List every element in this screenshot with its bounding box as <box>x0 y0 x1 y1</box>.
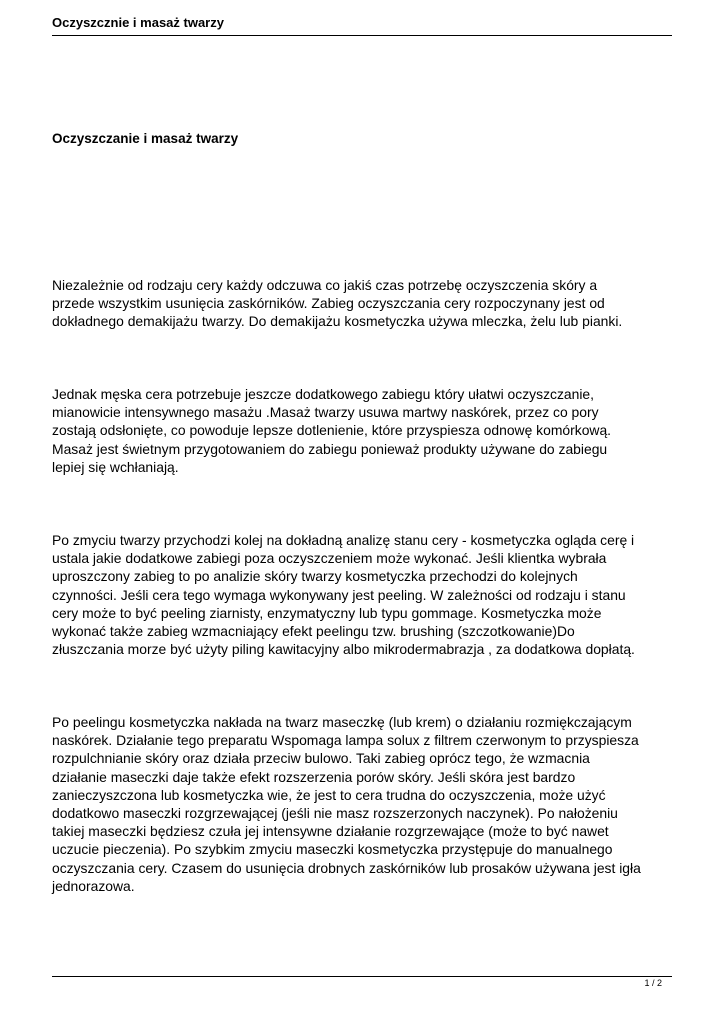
paragraph-line: takiej maseczki będziesz czuła jej intensywne działanie rozgrzewające (może to być nawet <box>52 823 609 840</box>
running-header-title: Oczyszcznie i masaż twarzy <box>52 15 224 30</box>
header-divider <box>52 35 672 36</box>
paragraph-line: ustala jakie dodatkowe zabiegi poza oczyszczeniem może wykonać. Jeśli klientka wybrała <box>52 550 607 567</box>
paragraph-4 <box>52 713 672 895</box>
paragraph-line: złuszczania morze być użyty piling kawitacyjny albo mikrodermabrazja , za dodatkowa dopłatą. <box>52 641 635 658</box>
paragraph-line: Po zmyciu twarzy przychodzi kolej na dokładną analizę stanu cery - kosmetyczka ogląda cerę i <box>52 532 635 548</box>
paragraph-line: Niezależnie od rodzaju cery każdy odczuwa co jakiś czas potrzebę oczyszczenia skóry a <box>52 277 598 293</box>
footer-divider <box>52 976 672 977</box>
paragraph-line: działanie maseczki daje także efekt rozszerzenia porów skóry. Jeśli skóra jest bardzo <box>52 768 576 785</box>
paragraph-line: zostają odsłonięte, co powoduje lepsze dotlenienie, które przyspiesza odnowę komórkową. <box>52 422 612 439</box>
paragraph-line: dodatkowo maseczki rozgrzewającej (jeśli nie masz rozszerzonych naczynek). Po nałożeniu <box>52 805 618 822</box>
paragraph-line: dokładnego demakijażu twarzy. Do demakijażu kosmetyczka używa mleczka, żelu lub pianki. <box>52 313 623 330</box>
paragraph-1 <box>52 276 672 331</box>
paragraph-line: przede wszystkim usunięcia zaskórników. Zabieg oczyszczania cery rozpoczynany jest od <box>52 295 605 312</box>
paragraph-line: jednorazowa. <box>52 877 135 894</box>
paragraph-line: uczucie pieczenia). Po szybkim zmyciu maseczki kosmetyczka przystępuje do manualnego <box>52 841 613 858</box>
paragraph-line: naskórek. Działanie tego preparatu Wspomaga lampa solux z filtrem czerwonym to przyspiesza <box>52 732 639 749</box>
paragraph-line: lepiej się wchłaniają. <box>52 458 179 475</box>
paragraph-line: Po peelingu kosmetyczka nakłada na twarz maseczkę (lub krem) o działaniu rozmiękczającym <box>52 714 632 730</box>
paragraph-line: uproszczony zabieg to po analizie skóry twarzy kosmetyczka przechodzi do kolejnych <box>52 568 578 585</box>
paragraph-3 <box>52 531 672 658</box>
paragraph-line: Jednak męska cera potrzebuje jeszcze dodatkowego zabiegu który ułatwi oczyszczanie, <box>52 386 595 402</box>
paragraph-line: zanieczyszczona lub kosmetyczka wie, że jest to cera trudna do oczyszczenia, może użyć <box>52 786 606 803</box>
paragraph-line: mianowicie intensywnego masażu .Masaż twarzy usuwa martwy naskórek, przez co pory <box>52 404 599 421</box>
paragraph-line: Masaż jest świetnym przygotowaniem do zabiegu ponieważ produkty używane do zabiegu <box>52 440 608 457</box>
paragraph-line: oczyszczania cery. Czasem do usunięcia drobnych zaskórników lub prosaków używana jest igła <box>52 859 641 876</box>
document-title: Oczyszczanie i masaż twarzy <box>52 131 239 146</box>
paragraph-line: cery może to być peeling ziarnisty, enzymatyczny lub typu gommage. Kosmetyczka może <box>52 604 602 621</box>
paragraph-2 <box>52 385 672 476</box>
page-number: 1 / 2 <box>644 978 662 988</box>
paragraph-line: wykonać także zabieg wzmacniający efekt peelingu tzw. brushing (szczotkowanie)Do <box>52 623 575 640</box>
paragraph-line: rozpulchnianie skóry oraz działa przeciw bulowo. Taki zabieg oprócz tego, że wzmacnia <box>52 750 590 767</box>
paragraph-line: czynności. Jeśli cera tego wymaga wykonywany jest peeling. W zależności od rodzaju i stanu <box>52 586 626 603</box>
